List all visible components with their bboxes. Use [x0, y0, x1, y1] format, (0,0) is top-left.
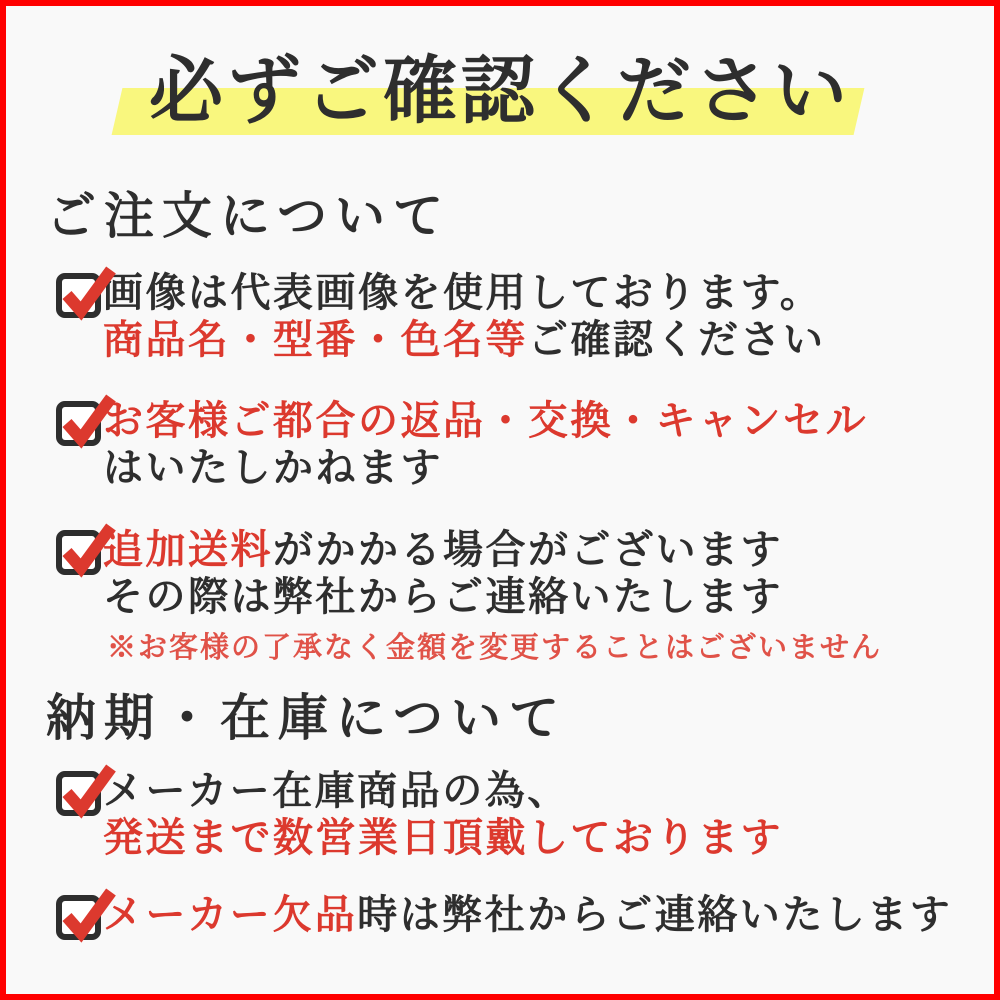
item1-line2-red-text: 商品名・型番・色名等	[103, 316, 528, 364]
item-text	[103, 398, 868, 492]
checklist-item-representative-image	[56, 270, 964, 364]
section-heading-order: ご注文について	[46, 185, 451, 245]
title-banner	[149, 44, 851, 139]
item-text	[103, 270, 826, 364]
page-title: 必ずご確認ください	[149, 48, 851, 134]
checklist-item-maker-out-of-stock	[56, 892, 964, 940]
checklist-item-no-returns	[56, 398, 964, 492]
item1-line2-dark-text: ご確認ください	[528, 316, 826, 364]
checked-checkbox-icon	[56, 530, 101, 575]
item3-note-text: ※お客様の了承なく金額を変更することはございません	[107, 630, 883, 664]
item5-line1-red-text: メーカー欠品	[103, 891, 358, 939]
item5-line1-dark-text: 時は弊社からご連絡いたします	[357, 891, 953, 939]
checklist-item-extra-shipping	[56, 527, 964, 665]
title-row	[6, 44, 994, 139]
item3-line2-dark-text: その際は弊社からご連絡いたします	[103, 573, 783, 621]
item2-line2-dark-text: はいたしかねます	[103, 443, 443, 491]
checked-checkbox-icon	[56, 895, 101, 940]
checked-checkbox-icon	[56, 771, 101, 816]
checked-checkbox-icon	[56, 401, 101, 446]
checklist-item-maker-stock	[56, 768, 964, 862]
item4-line2-red-text: 発送まで数営業日頂戴しております	[103, 814, 783, 862]
checked-checkbox-icon	[56, 273, 101, 318]
item-text	[103, 892, 952, 939]
item3-line1-red-text: 追加送料	[103, 526, 273, 574]
item-text	[103, 768, 783, 862]
item-text	[103, 527, 882, 665]
section-heading-stock: 納期・在庫について	[46, 687, 567, 747]
item3-line1-dark-text: がかかる場合がございます	[273, 526, 783, 574]
item4-line1-dark-text: メーカー在庫商品の為、	[103, 767, 570, 815]
item1-line1-text: 画像は代表画像を使用しております。	[103, 269, 823, 317]
item2-line1-red-text: お客様ご都合の返品・交換・キャンセル	[103, 396, 868, 444]
